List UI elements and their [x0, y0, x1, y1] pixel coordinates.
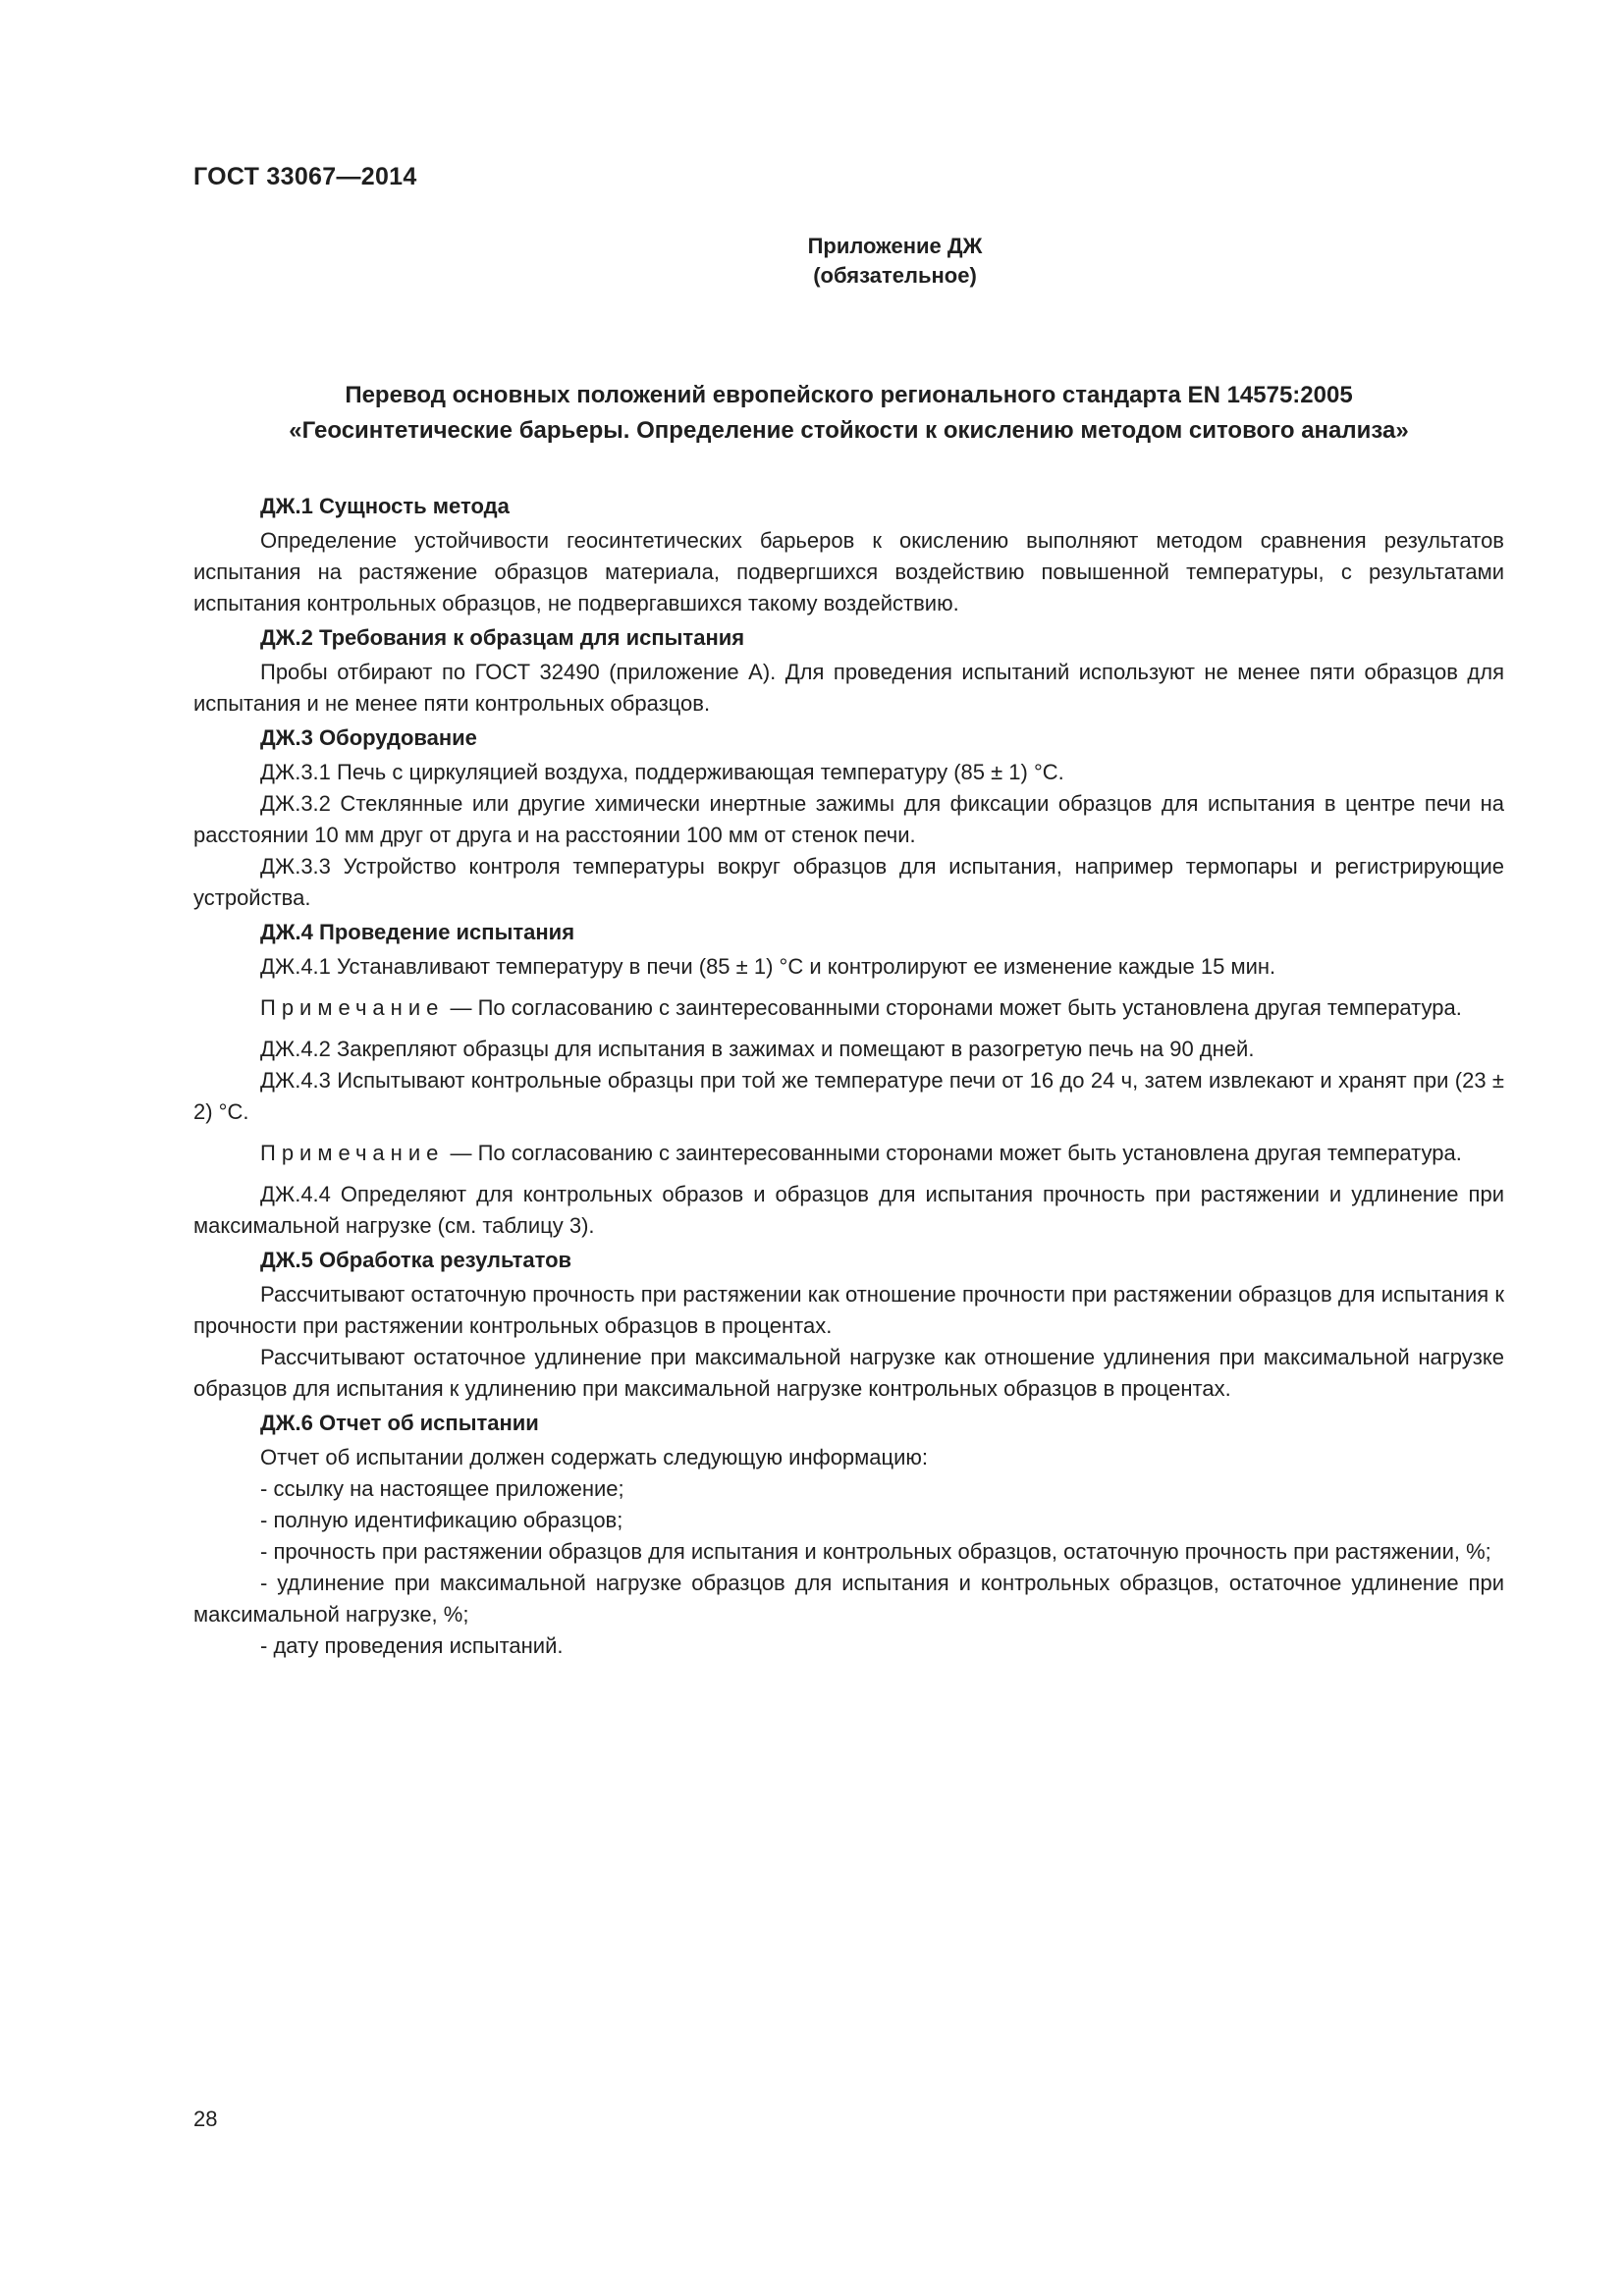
appendix-status: (обязательное): [813, 263, 977, 288]
title-line-2: «Геосинтетические барьеры. Определение стойкости к окислению методом ситового анализа»: [289, 417, 1409, 444]
note-1: [193, 992, 1504, 1024]
list-item: - ссылку на настоящее приложение;: [260, 1476, 624, 1501]
note-text: — По согласованию с заинтересованными сторонами может быть установлена другая температура.: [444, 1141, 1462, 1165]
clause-4-3: ДЖ.4.3 Испытывают контрольные образцы при той же температуре печи от 16 до 24 ч, затем извлекают и хранят при (23 ± 2) °С.: [193, 1068, 1504, 1124]
section-heading-6: ДЖ.6 Отчет об испытании: [260, 1411, 539, 1435]
section-heading-3: ДЖ.3 Оборудование: [260, 725, 477, 750]
note-label: Примечание: [260, 995, 445, 1020]
document-body: [193, 488, 1504, 1662]
appendix-label: Приложение ДЖ: [807, 234, 983, 258]
section-heading-5: ДЖ.5 Обработка результатов: [260, 1248, 572, 1272]
clause-4-1: ДЖ.4.1 Устанавливают температуру в печи (85 ± 1) °С и контролируют ее изменение каждые 15 мин.: [260, 954, 1276, 979]
document-code: ГОСТ 33067—2014: [193, 163, 417, 190]
paragraph: Пробы отбирают по ГОСТ 32490 (приложение А). Для проведения испытаний используют не менее пяти образцов для испытания и не менее пяти контрольных образцов.: [193, 660, 1504, 716]
clause-4-4: ДЖ.4.4 Определяют для контрольных образов и образцов для испытания прочность при растяжении и удлинение при максимальной нагрузке (см. таблицу 3).: [193, 1182, 1504, 1238]
page-number: 28: [193, 2107, 218, 2131]
section-heading-1: ДЖ.1 Сущность метода: [260, 494, 510, 518]
paragraph: Определение устойчивости геосинтетических барьеров к окислению выполняют методом сравнения результатов испытания на растяжение образцов материала, подвергшихся воздействию повышенной температуры, с результатами испытания контрольных образцов, не подвергавшихся такому воздействию.: [193, 528, 1504, 615]
section-heading-2: ДЖ.2 Требования к образцам для испытания: [260, 625, 745, 650]
list-item: - прочность при растяжении образцов для испытания и контрольных образцов, остаточную прочность при растяжении, %;: [260, 1539, 1491, 1564]
appendix-heading: [0, 232, 1623, 291]
note-label: Примечание: [260, 1141, 445, 1165]
list-item: - удлинение при максимальной нагрузке образцов для испытания и контрольных образцов, остаточное удлинение при максимальной нагрузке, %;: [193, 1571, 1504, 1627]
paragraph: Рассчитывают остаточное удлинение при максимальной нагрузке как отношение удлинения при максимальной нагрузке образцов для испытания к удлинению при максимальной нагрузке контрольных образцов в процентах.: [193, 1345, 1504, 1401]
section-heading-4: ДЖ.4 Проведение испытания: [260, 920, 575, 944]
paragraph: Рассчитывают остаточную прочность при растяжении как отношение прочности при растяжении образцов для испытания к прочности при растяжении контрольных образцов в процентах.: [193, 1282, 1504, 1338]
clause-3-2: ДЖ.3.2 Стеклянные или другие химически инертные зажимы для фиксации образцов для испытания в центре печи на расстоянии 10 мм друг от друга и на расстоянии 100 мм от стенок печи.: [193, 791, 1504, 847]
clause-4-2: ДЖ.4.2 Закрепляют образцы для испытания в зажимах и помещают в разогретую печь на 90 дней.: [260, 1037, 1255, 1061]
clause-3-1: ДЖ.3.1 Печь с циркуляцией воздуха, поддерживающая температуру (85 ± 1) °С.: [260, 760, 1064, 784]
list-item: - полную идентификацию образцов;: [260, 1508, 623, 1532]
note-text: — По согласованию с заинтересованными сторонами может быть установлена другая температура.: [444, 995, 1462, 1020]
document-title: [193, 378, 1504, 449]
clause-3-3: ДЖ.3.3 Устройство контроля температуры вокруг образцов для испытания, например термопары и регистрирующие устройства.: [193, 854, 1504, 910]
note-2: [193, 1138, 1504, 1169]
list-item: - дату проведения испытаний.: [260, 1633, 564, 1658]
report-intro: Отчет об испытании должен содержать следующую информацию:: [260, 1445, 929, 1469]
title-line-1: Перевод основных положений европейского регионального стандарта EN 14575:2005: [345, 382, 1353, 408]
